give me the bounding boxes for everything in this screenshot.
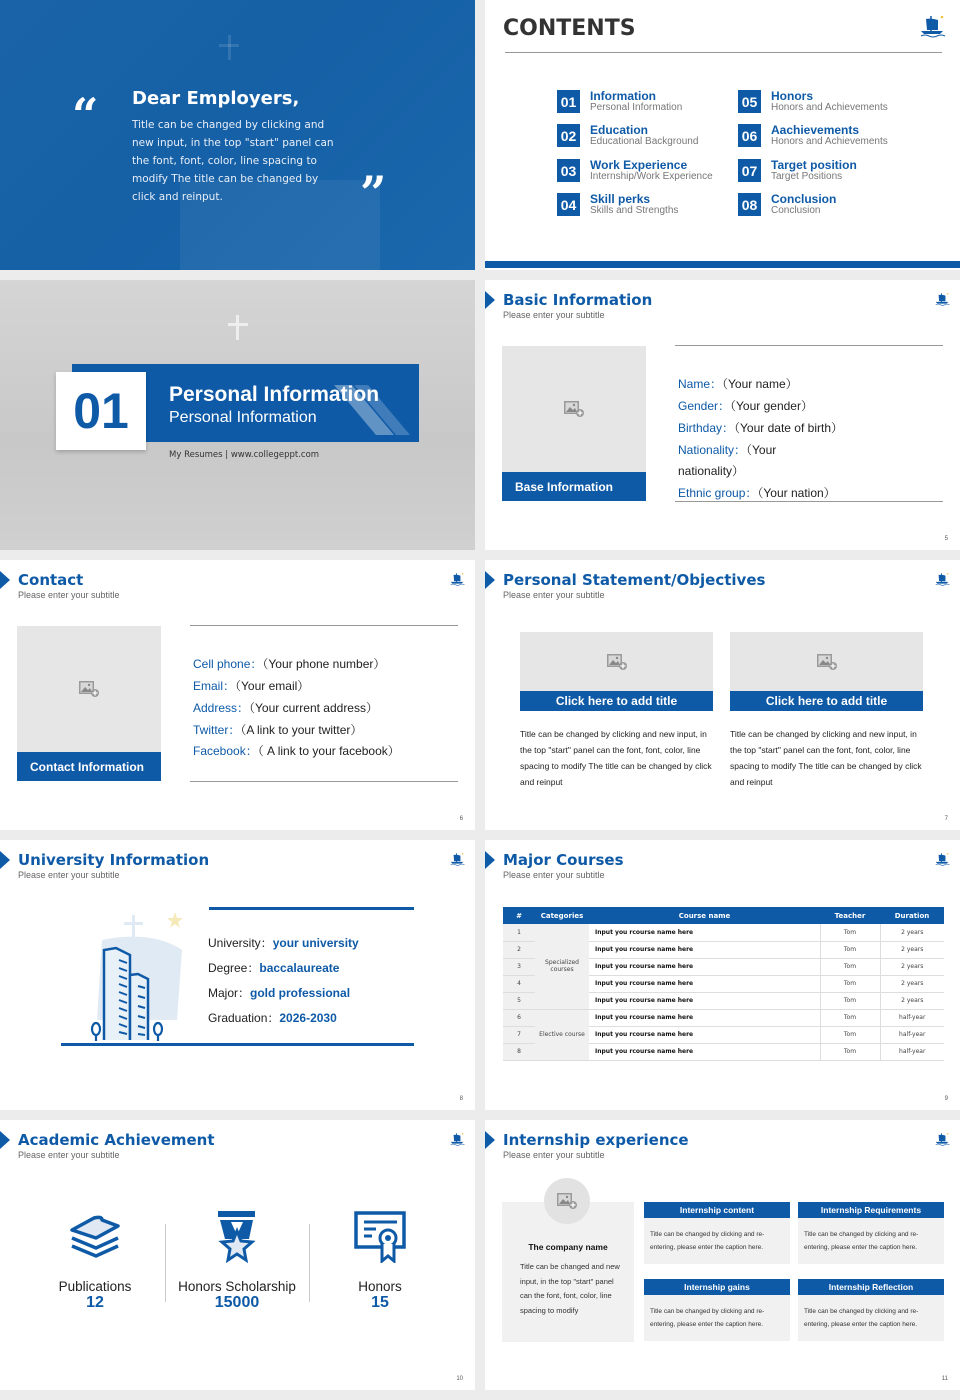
add-image-icon: [606, 653, 628, 671]
ship-logo-icon: [449, 1132, 465, 1146]
footer-bar: [485, 261, 960, 268]
page-number: 8: [459, 1096, 463, 1102]
column-header: Categories: [535, 907, 589, 924]
slide-subtitle: Please enter your subtitle: [503, 1150, 605, 1160]
field-graduation: Graduation：2026-2030: [208, 1011, 337, 1025]
photo-placeholder[interactable]: [520, 632, 713, 691]
toc-title: Skill perks: [590, 192, 651, 206]
photo-placeholder[interactable]: [730, 632, 923, 691]
table-row: 6 Elective course Input you rcourse name here Tom half-year: [503, 1009, 944, 1026]
cover-title: Dear Employers,: [132, 88, 300, 109]
divider: [165, 1224, 166, 1302]
slide-subtitle: Please enter your subtitle: [503, 870, 605, 880]
add-image-icon: [563, 400, 585, 418]
photo-placeholder[interactable]: [17, 626, 161, 752]
card-title-button[interactable]: Click here to add title: [520, 691, 713, 711]
building-icon: [62, 910, 212, 1046]
slide-section-divider[interactable]: [0, 280, 475, 550]
slide-title: Internship experience: [503, 1131, 689, 1149]
section-subtitle: Personal Information: [169, 409, 317, 426]
toc-item-08[interactable]: [738, 193, 836, 217]
toc-number: 01: [557, 90, 580, 113]
stat-publications: Publications 12: [58, 1279, 132, 1311]
divider: [675, 501, 943, 502]
field-nationality-cont: nationality）: [678, 464, 745, 478]
field-ethnic-group: Ethnic group：（Your nation）: [678, 486, 836, 500]
toc-item-03[interactable]: [557, 159, 713, 183]
contents-title: CONTENTS: [503, 16, 636, 41]
toc-subtitle: Internship/Work Experience: [590, 171, 713, 182]
column-header: Course name: [589, 907, 820, 924]
field-facebook: Facebook：（ A link to your facebook）: [193, 744, 400, 758]
toc-number: 07: [738, 159, 761, 182]
toc-number: 04: [557, 193, 580, 216]
slide-contact[interactable]: [0, 560, 475, 830]
ship-logo-icon: [449, 852, 465, 866]
field-gender: Gender：（Your gender）: [678, 399, 813, 413]
header-arrow-icon: [0, 571, 10, 589]
ship-logo-icon: [934, 292, 950, 306]
header-arrow-icon: [0, 1131, 10, 1149]
toc-item-01[interactable]: [557, 90, 682, 114]
toc-title: Information: [590, 89, 656, 103]
divider: [505, 52, 942, 53]
medal-star-icon: [218, 1211, 256, 1263]
toc-number: 02: [557, 124, 580, 147]
page-number: 7: [944, 816, 948, 822]
header-arrow-icon: [0, 851, 10, 869]
toc-title: Honors: [771, 89, 813, 103]
ship-logo-icon: [934, 852, 950, 866]
section-title: Personal Information: [169, 383, 380, 406]
header-arrow-icon: [485, 291, 495, 309]
books-stack-icon: [68, 1214, 122, 1260]
slide-academic-achievement[interactable]: [0, 1120, 475, 1390]
page-number: 10: [456, 1376, 463, 1382]
slide-subtitle: Please enter your subtitle: [503, 590, 605, 600]
field-twitter: Twitter：（A link to your twitter）: [193, 723, 363, 737]
slide-title: Basic Information: [503, 291, 653, 309]
field-address: Address：（Your current address）: [193, 701, 378, 715]
column-header: Duration: [880, 907, 944, 924]
table-row: 7 Input you rcourse name here Tom half-year: [503, 1026, 944, 1043]
ship-logo-icon: [934, 1132, 950, 1146]
field-birthday: Birthday：（Your date of birth）: [678, 421, 843, 435]
slide-contents[interactable]: [485, 0, 960, 270]
open-quote-icon: “: [72, 88, 99, 142]
header-arrow-icon: [485, 571, 495, 589]
toc-title: Target position: [771, 158, 857, 172]
ship-logo-icon: [449, 572, 465, 586]
table-header-row: [503, 907, 944, 924]
card-text: Title can be changed by clicking and new input, in the top "start" panel can the font, font, color, line spacing to modify The title can be changed by click and reinput: [520, 729, 712, 787]
toc-number: 08: [738, 193, 761, 216]
table-row: 1 Specialized courses Input you rcourse name here Tom 2 years: [503, 924, 944, 941]
field-university: University：your university: [208, 936, 359, 950]
courses-table: [503, 907, 944, 1061]
cover-body: Title can be changed by clicking and new input, in the top "start" panel can the font, font, color, line spacing to modify The title can be changed by click and reinput.: [132, 119, 334, 203]
toc-subtitle: Target Positions: [771, 171, 843, 182]
page-number: 11: [941, 1376, 948, 1382]
card-text: Title can be changed by clicking and new input, in the top "start" panel can the font, font, color, line spacing to modify The title can be changed by click and reinput: [730, 729, 922, 787]
slide-subtitle: Please enter your subtitle: [18, 1150, 120, 1160]
toc-number: 05: [738, 90, 761, 113]
stat-honors-scholarship: Honors Scholarship 15000: [178, 1279, 296, 1311]
certificate-icon: [354, 1211, 406, 1263]
toc-item-02[interactable]: [557, 124, 698, 148]
field-nationality: Nationality：（Your: [678, 443, 777, 457]
table-row: 3 Input you rcourse name here Tom 2 years: [503, 958, 944, 975]
company-logo-placeholder[interactable]: [544, 1178, 590, 1224]
page-number: 6: [459, 816, 463, 822]
slide-title: Contact: [18, 571, 84, 589]
slide-major-courses[interactable]: [485, 840, 960, 1110]
close-quote-icon: ”: [360, 166, 387, 220]
page-number: 5: [944, 536, 948, 542]
slide-title: University Information: [18, 851, 210, 869]
company-name: The company name: [528, 1242, 608, 1252]
company-text: Title can be changed and new input, in the top "start" panel can the font, font, color, line spacing to modify: [520, 1262, 620, 1315]
slide-title: Personal Statement/Objectives: [503, 571, 766, 589]
toc-subtitle: Educational Background: [590, 136, 699, 147]
divider: [190, 781, 458, 782]
slide-personal-statement[interactable]: [485, 560, 960, 830]
cross-decoration: [219, 44, 239, 47]
column-header: Teacher: [820, 907, 880, 924]
toc-subtitle: Honors and Achievements: [771, 136, 888, 147]
photo-label: Base Information: [502, 472, 646, 501]
add-image-icon: [816, 653, 838, 671]
card-title-button[interactable]: Click here to add title: [730, 691, 923, 711]
slide-subtitle: Please enter your subtitle: [18, 870, 120, 880]
slide-title: Academic Achievement: [18, 1131, 215, 1149]
field-major: Major：gold professional: [208, 986, 351, 1000]
field-name: Name：（Your name）: [678, 377, 798, 391]
card-internship-reflection: Internship Reflection Title can be changed by clicking and re-entering, please enter the caption here.: [798, 1279, 944, 1341]
slide-internship-experience[interactable]: [485, 1120, 960, 1390]
header-arrow-icon: [485, 1131, 495, 1149]
toc-title: Education: [590, 123, 649, 137]
photo-label: Contact Information: [17, 752, 161, 781]
slide-subtitle: Please enter your subtitle: [503, 310, 605, 320]
card-internship-content: Internship content Title can be changed by clicking and re-entering, please enter the caption here.: [644, 1202, 790, 1264]
field-email: Email：（Your email）: [193, 679, 310, 693]
category-cell: Elective course: [535, 1009, 589, 1060]
page-number: 9: [944, 1096, 948, 1102]
ship-logo-icon: [918, 14, 946, 38]
card-internship-gains: Internship gains Title can be changed by clicking and re-entering, please enter the caption here.: [644, 1279, 790, 1341]
card-internship-requirements: Internship Requirements Title can be changed by clicking and re-entering, please enter the caption here.: [798, 1202, 944, 1264]
toc-subtitle: Honors and Achievements: [771, 102, 888, 113]
toc-item-06[interactable]: [738, 124, 888, 148]
toc-subtitle: Skills and Strengths: [590, 205, 679, 216]
header-arrow-icon: [485, 851, 495, 869]
table-row: 4 Input you rcourse name here Tom 2 years: [503, 975, 944, 992]
toc-title: Aachievements: [771, 123, 860, 137]
cross-decoration: [236, 315, 239, 340]
toc-item-04[interactable]: [557, 193, 678, 217]
table-row: 8 Input you rcourse name here Tom half-year: [503, 1043, 944, 1060]
add-image-icon: [78, 680, 100, 698]
add-image-icon: [556, 1192, 578, 1210]
field-degree: Degree：baccalaureate: [208, 961, 340, 975]
slide-subtitle: Please enter your subtitle: [18, 590, 120, 600]
toc-number: 06: [738, 124, 761, 147]
ground-rule: [61, 1043, 414, 1046]
slide-basic-information[interactable]: [485, 280, 960, 550]
category-cell: Specialized courses: [535, 924, 589, 1009]
column-header: #: [503, 907, 535, 924]
top-rule: [209, 907, 414, 910]
divider: [190, 625, 458, 626]
cross-decoration: [228, 323, 248, 326]
section-number: 01: [56, 372, 146, 450]
field-cell-phone: Cell phone：（Your phone number）: [193, 657, 386, 671]
toc-item-05[interactable]: [738, 90, 888, 114]
stat-honors: Honors 15: [358, 1279, 402, 1311]
cross-decoration: [228, 35, 231, 60]
table-row: 2 Input you rcourse name here Tom 2 years: [503, 941, 944, 958]
slide-cover-letter[interactable]: [0, 0, 475, 270]
toc-item-07[interactable]: [738, 159, 857, 183]
toc-subtitle: Personal Information: [590, 102, 683, 113]
slide-university-information[interactable]: [0, 840, 475, 1110]
divider: [675, 345, 943, 346]
toc-number: 03: [557, 159, 580, 182]
slide-title: Major Courses: [503, 851, 624, 869]
section-meta: My Resumes | www.collegeppt.com: [169, 450, 320, 460]
toc-title: Work Experience: [590, 158, 688, 172]
table-row: 5 Input you rcourse name here Tom 2 years: [503, 992, 944, 1009]
ship-logo-icon: [934, 572, 950, 586]
toc-title: Conclusion: [771, 192, 837, 206]
photo-placeholder[interactable]: [502, 346, 646, 472]
toc-subtitle: Conclusion: [771, 205, 821, 216]
